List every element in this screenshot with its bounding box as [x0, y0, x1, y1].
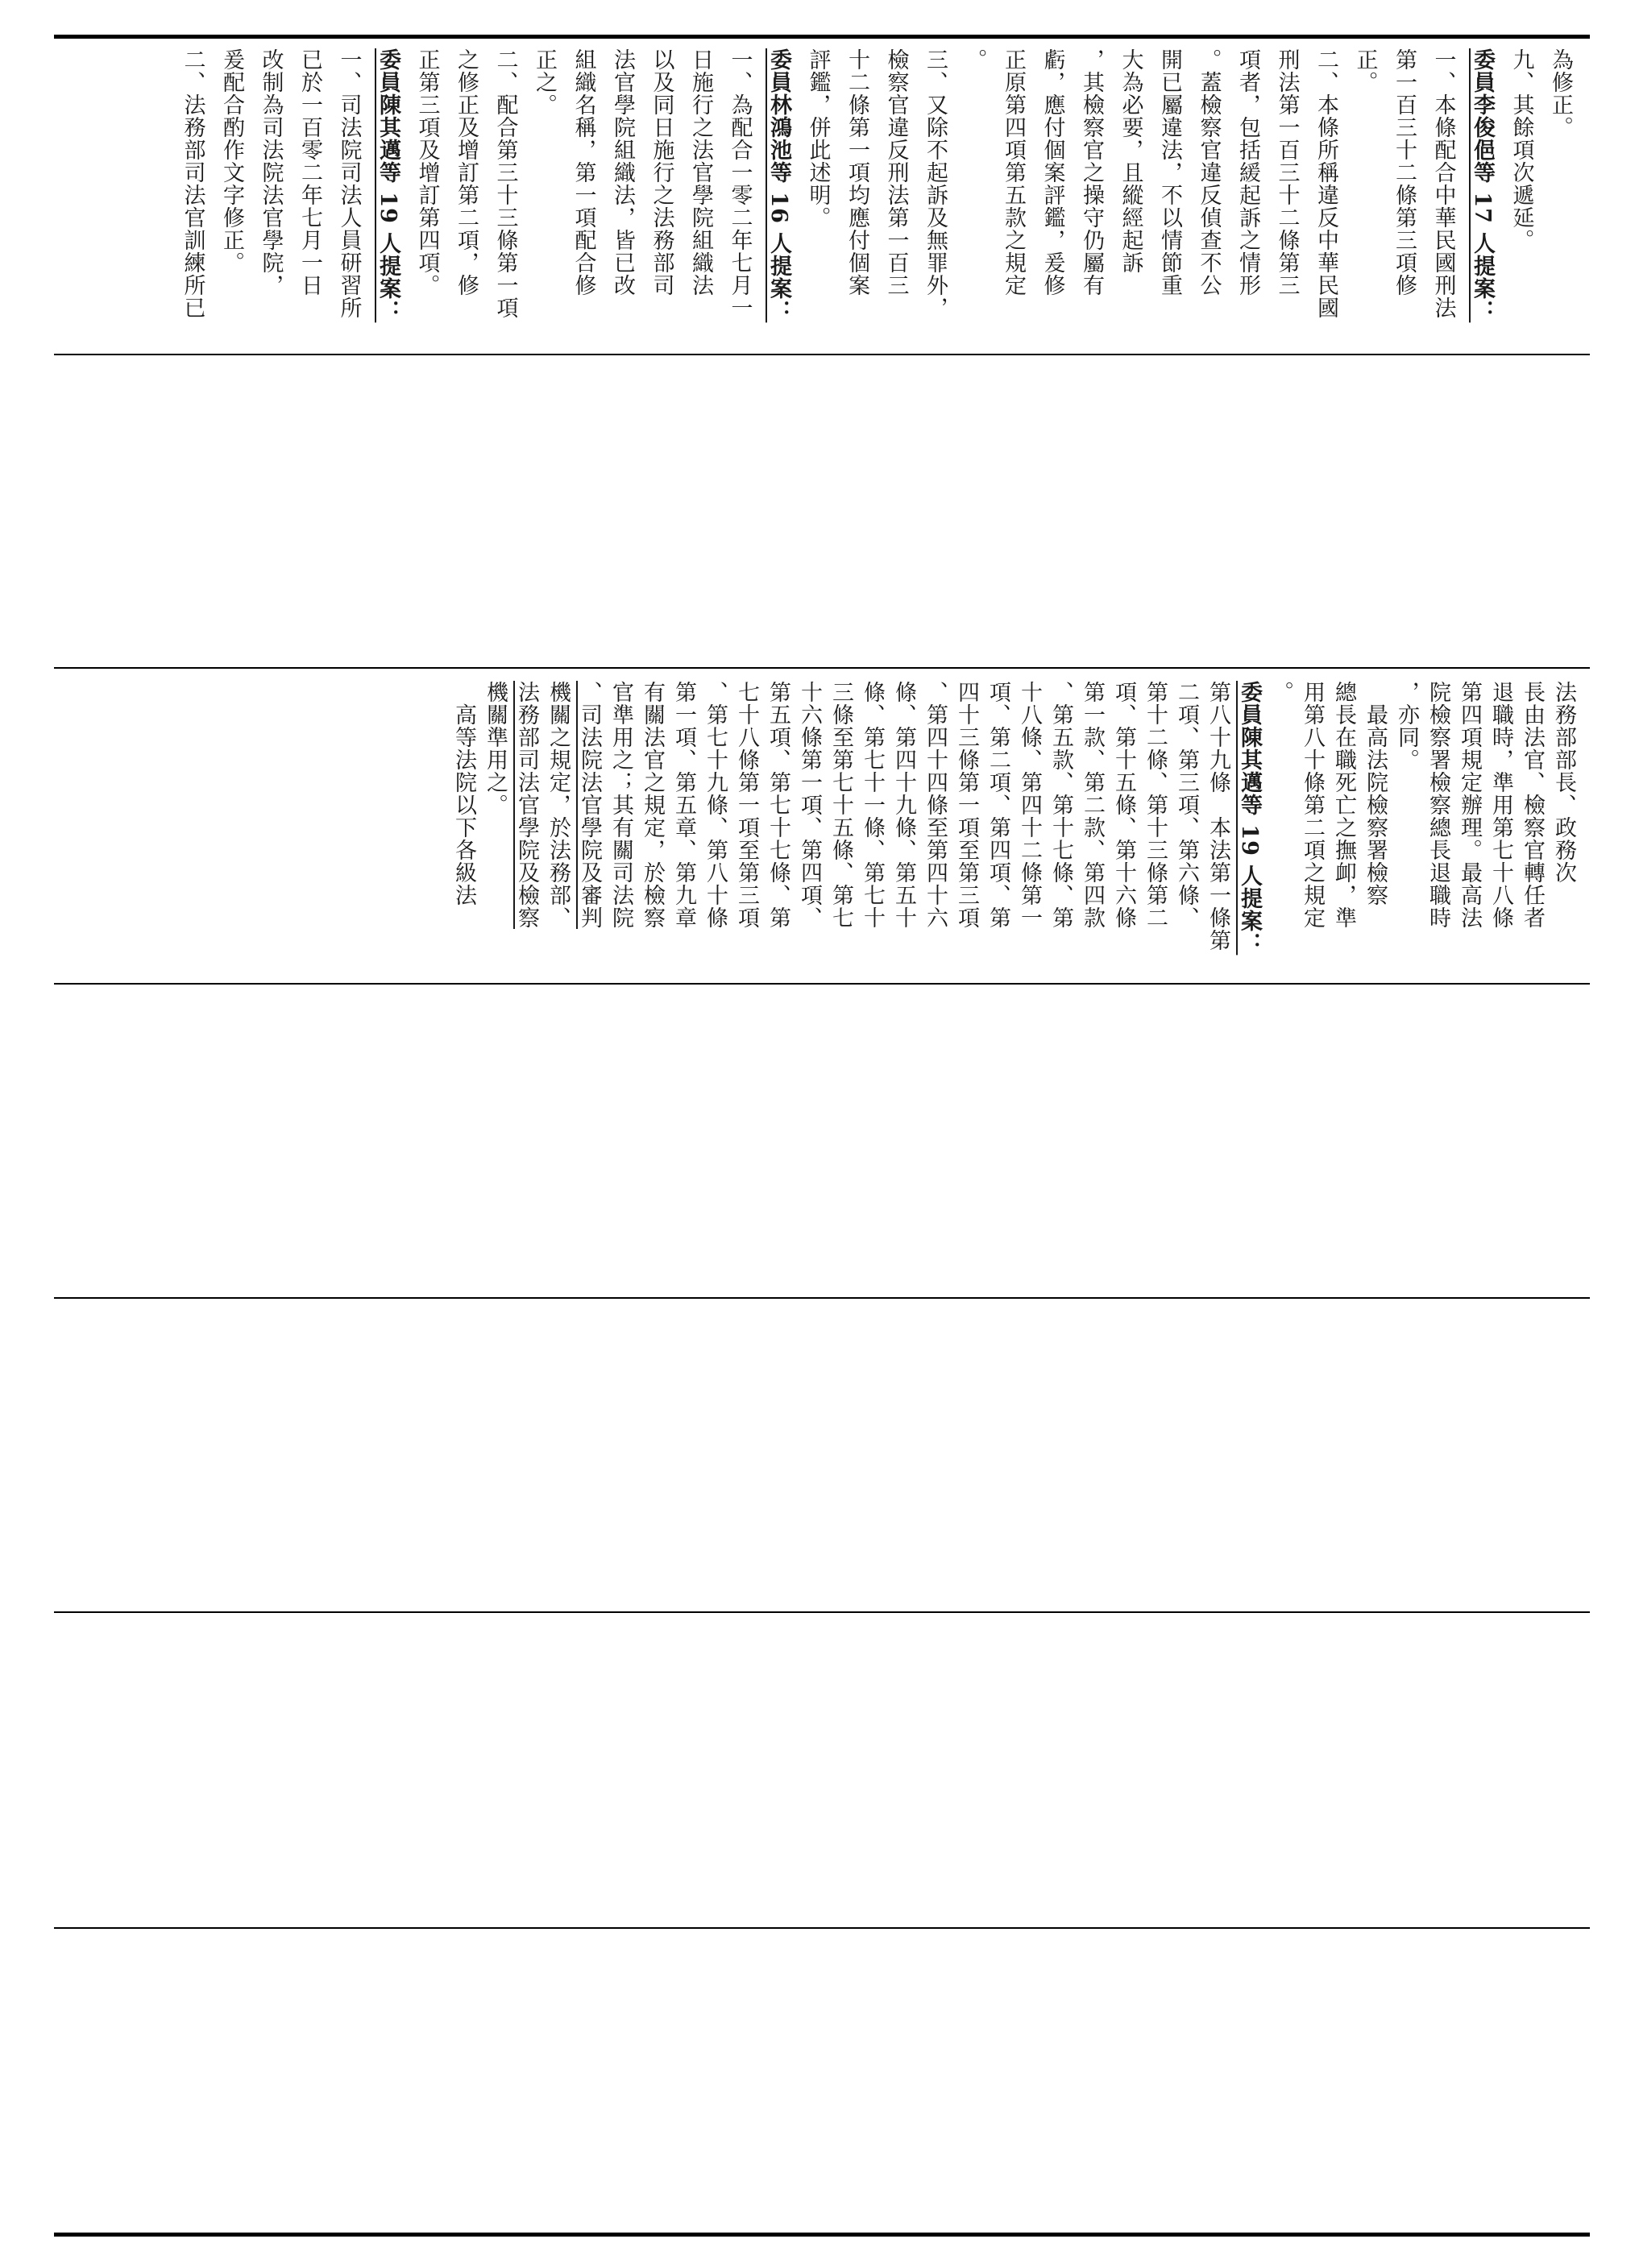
row1-line: 委員林鴻池等 16 人提案： — [766, 48, 791, 323]
amendment-text-cell — [451, 681, 1579, 979]
row1-line: 評鑑，併此述明。 — [805, 48, 831, 229]
row2-line: 三條至第七十五條、第七 — [828, 681, 853, 929]
row2-line: 總長在職死亡之撫卹，準 — [1331, 681, 1356, 929]
row2-line: 法務部司法官學院及檢察 — [514, 681, 539, 929]
row2-line: 二項、第三項、第六條、 — [1174, 681, 1199, 929]
row2-line: 七十八條第一項至第三項 — [734, 681, 759, 929]
row2-line: 機關準用之。 — [483, 681, 508, 816]
row1-line: 以及同日施行之法務部司 — [649, 48, 674, 296]
row-divider — [54, 667, 1590, 669]
row-divider — [54, 983, 1590, 985]
row1-line: 一、為配合一零二年七月一 — [727, 48, 753, 319]
row2-line: 項、第二項、第四項、第 — [985, 681, 1010, 929]
row-divider — [54, 1927, 1590, 1929]
row1-line: 。蓋檢察官違反偵查不公 — [1196, 48, 1222, 296]
row1-line: 三、又除不起訴及無罪外， — [923, 48, 948, 319]
row1-line: 正原第四項第五款之規定 — [1001, 48, 1026, 296]
row2-line: 長由法官、檢察官轉任者 — [1520, 681, 1545, 929]
row1-line: 大為必要，且縱經起訴 — [1118, 48, 1143, 274]
row1-line: 正第三項及增訂第四項。 — [414, 48, 440, 296]
row1-line: 為修正。 — [1548, 48, 1573, 139]
row-divider — [54, 1297, 1590, 1299]
row2-line: 第十二條、第十三條第二 — [1143, 681, 1168, 929]
row2-line: 條、第七十一條、第七十 — [860, 681, 885, 929]
row-divider — [54, 354, 1590, 355]
row2-line: 條、第四十九條、第五十 — [891, 681, 916, 929]
row1-line: 日施行之法官學院組織法 — [688, 48, 713, 296]
row2-line: 第五項、第七十七條、第 — [766, 681, 790, 929]
row1-line: 正。 — [1352, 48, 1378, 93]
row1-line: 一、本條配合中華民國刑法 — [1430, 48, 1456, 319]
row2-line: 、第四十四條至第四十六 — [923, 681, 948, 929]
row-divider — [54, 1611, 1590, 1613]
row2-line: 官準用之；其有關司法院 — [608, 681, 633, 929]
row2-line: ，亦同。 — [1394, 681, 1419, 771]
row2-line: 、司法院法官學院及審判 — [577, 681, 602, 929]
row1-line: 組織名稱，第一項配合修 — [571, 48, 596, 296]
row2-line: 第一項、第五章、第九章 — [671, 681, 696, 929]
row1-line: 委員陳其邁等 19 人提案： — [376, 48, 400, 323]
row1-line: 九、其餘項次遞延。 — [1508, 48, 1534, 251]
row2-line: 十六條第一項、第四項、 — [797, 681, 822, 929]
row1-line: 二、本條所稱違反中華民國 — [1313, 48, 1338, 319]
row2-line: 第四項規定辦理。最高法 — [1457, 681, 1482, 929]
row1-line: 虧，應付個案評鑑，爰修 — [1039, 48, 1065, 296]
row1-line: 改制為司法院法官學院， — [258, 48, 284, 296]
row2-line: 委員陳其邁等 19 人提案： — [1237, 681, 1262, 956]
row2-line: 機關之規定，於法務部、 — [546, 681, 571, 929]
row1-line: 爰配合酌作文字修正。 — [219, 48, 244, 274]
row2-line: 退職時，準用第七十八條 — [1488, 681, 1513, 929]
row1-line: 第一百三十二條第三項修 — [1392, 48, 1417, 296]
row2-line: 最高法院檢察署檢察 — [1363, 681, 1388, 906]
row2-line: 高等法院以下各級法 — [451, 681, 476, 906]
row1-line: ，其檢察官之操守仍屬有 — [1079, 48, 1104, 296]
table-bottom-border — [54, 2233, 1590, 2237]
row1-line: 之修正及增訂第二項，修 — [454, 48, 479, 296]
row1-line: 二、配合第三十三條第一項 — [492, 48, 518, 319]
row1-line: 十二條第一項均應付個案 — [844, 48, 869, 296]
row1-line: 二、法務部司法官訓練所已 — [180, 48, 205, 319]
table-top-border — [54, 35, 1590, 39]
row1-line: 項者，包括緩起訴之情形 — [1235, 48, 1260, 296]
row2-line: 法務部部長、政務次 — [1551, 681, 1576, 884]
row1-line: 一、司法院司法人員研習所 — [336, 48, 362, 319]
row2-line: 、第五款、第十七條、第 — [1048, 681, 1073, 929]
row1-line: 檢察官違反刑法第一百三 — [883, 48, 909, 296]
row1-line: 。 — [961, 48, 987, 71]
row2-line: 十八條、第四十二條第一 — [1017, 681, 1042, 929]
row2-line: 有關法官之規定，於檢察 — [640, 681, 665, 929]
row2-line: 用第八十條第二項之規定 — [1300, 681, 1325, 929]
row2-line: 院檢察署檢察總長退職時 — [1425, 681, 1450, 929]
row2-line: 。 — [1268, 681, 1293, 703]
row2-line: 、第七十九條、第八十條 — [703, 681, 728, 929]
row2-line: 第八十九條 本法第一條第 — [1205, 681, 1230, 952]
row1-line: 委員李俊俋等 17 人提案： — [1470, 48, 1495, 323]
row1-line: 法官學院組織法，皆已改 — [610, 48, 635, 296]
row2-line: 第一款、第二款、第四款 — [1080, 681, 1105, 929]
row1-line: 刑法第一百三十二條第三 — [1274, 48, 1300, 296]
row2-line: 四十三條第一項至第三項 — [954, 681, 979, 929]
row1-line: 正之。 — [532, 48, 557, 116]
row1-line: 開已屬違法，不以情節重 — [1157, 48, 1182, 296]
explanation-cell — [64, 48, 1579, 346]
row1-line: 已於一百零二年七月一日 — [297, 48, 322, 296]
row2-line: 項、第十五條、第十六條 — [1111, 681, 1136, 929]
